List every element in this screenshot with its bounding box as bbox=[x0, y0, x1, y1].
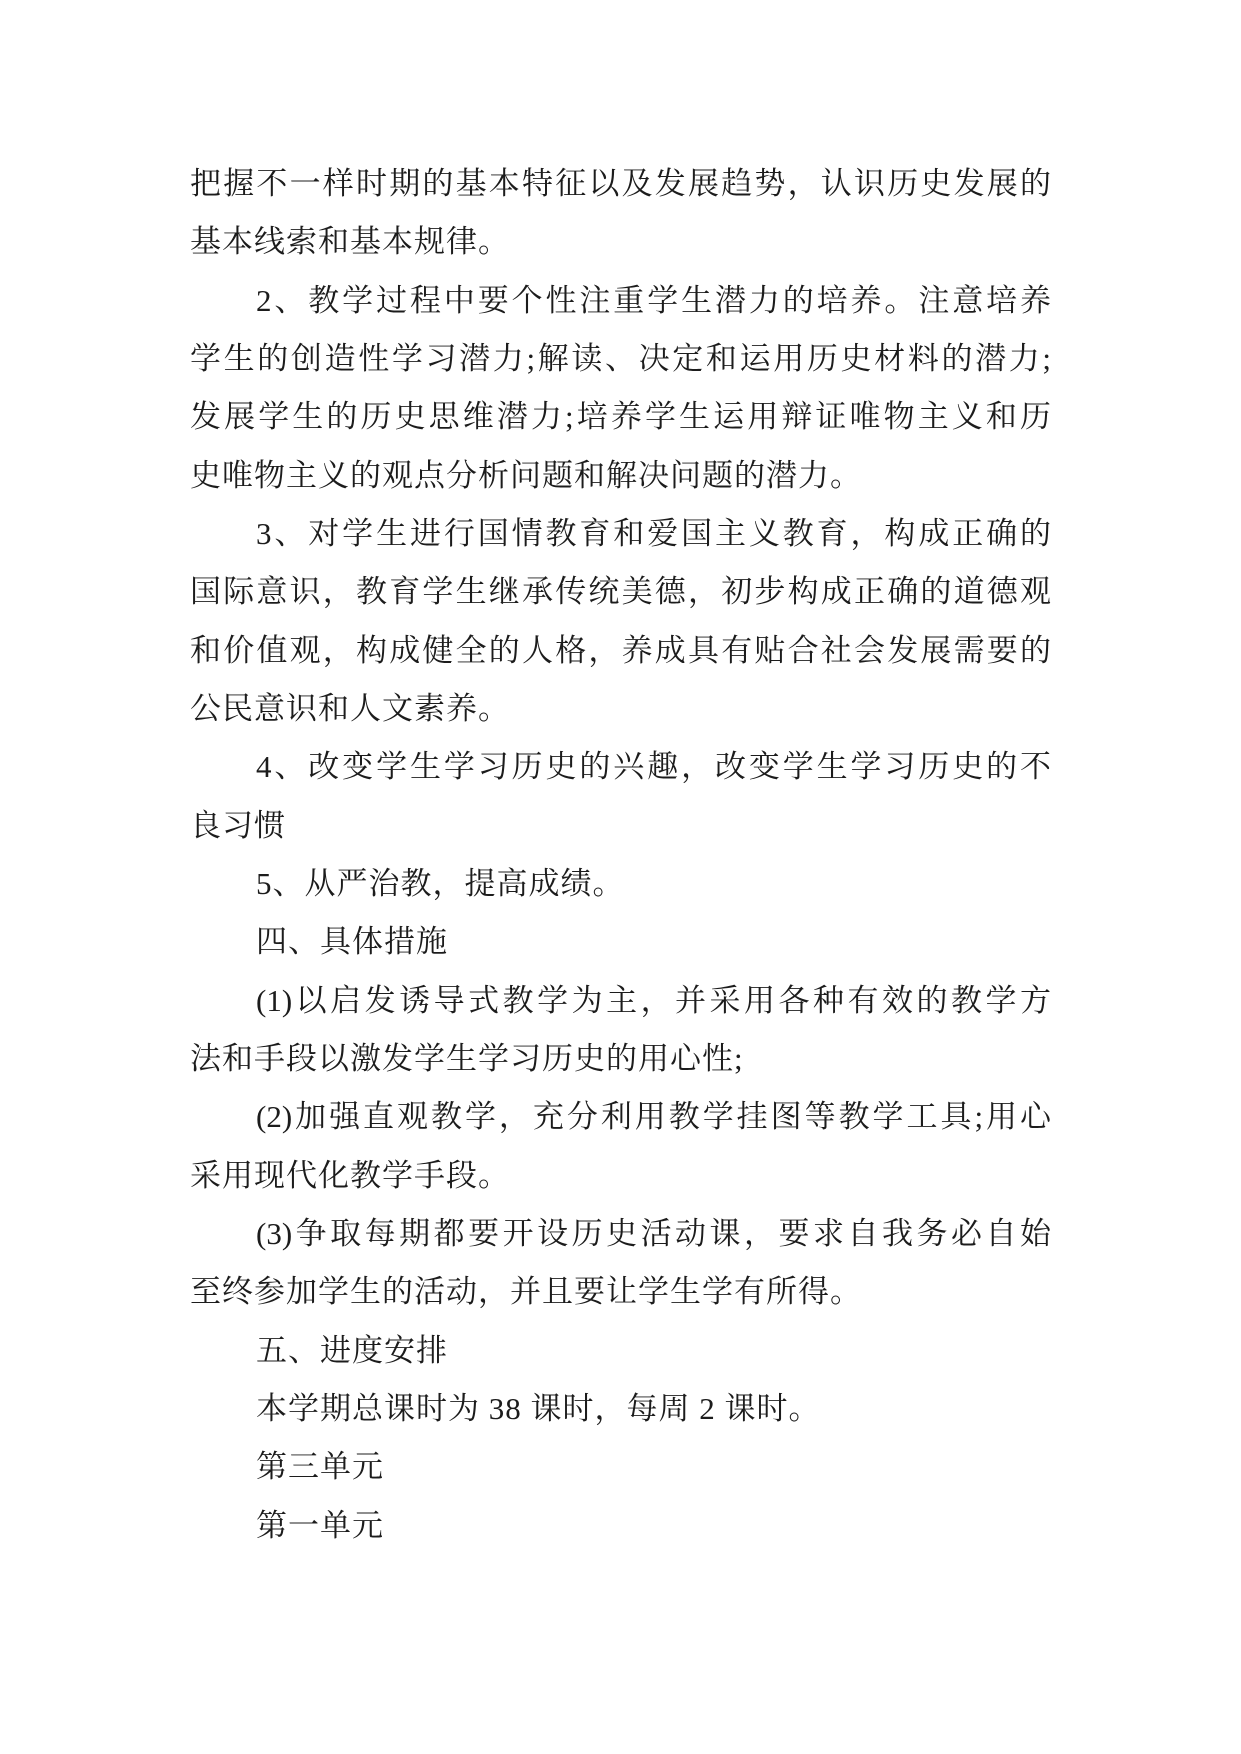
unit-label bbox=[190, 1497, 1051, 1555]
text-line: 采用现代化教学手段。 bbox=[190, 1157, 510, 1193]
document-body bbox=[190, 155, 1051, 1555]
text-line: 法和手段以激发学生学习历史的用心性; bbox=[190, 1040, 744, 1076]
text-line: 和价值观，构成健全的人格，养成具有贴合社会发展需要的 bbox=[190, 632, 1051, 668]
text-line: (3)争取每期都要开设历史活动课，要求自我务必自始 bbox=[256, 1215, 1051, 1251]
text-line: 基本线索和基本规律。 bbox=[190, 224, 510, 260]
paragraph bbox=[190, 272, 1051, 505]
paragraph bbox=[190, 1205, 1051, 1322]
text-line: 良习惯 bbox=[190, 807, 286, 843]
text-line: 公民意识和人文素养。 bbox=[190, 690, 510, 726]
text-line: 至终参加学生的活动，并且要让学生学有所得。 bbox=[190, 1274, 862, 1310]
paragraph bbox=[190, 1088, 1051, 1205]
paragraph bbox=[190, 1380, 1051, 1438]
section-heading-text: 四、具体措施 bbox=[256, 924, 448, 960]
text-line: 2、教学过程中要个性注重学生潜力的培养。注意培养 bbox=[256, 282, 1051, 318]
paragraph bbox=[190, 855, 1051, 913]
text-line: 把握不一样时期的基本特征以及发展趋势，认识历史发展的 bbox=[190, 166, 1051, 201]
text-line: 5、从严治教，提高成绩。 bbox=[256, 865, 625, 901]
section-heading bbox=[190, 1322, 1051, 1380]
text-line: 国际意识，教育学生继承传统美德，初步构成正确的道德观 bbox=[190, 574, 1051, 610]
paragraph bbox=[190, 972, 1051, 1089]
text-line: (2)加强直观教学，充分利用教学挂图等教学工具;用心 bbox=[256, 1099, 1051, 1135]
text-line: 学生的创造性学习潜力;解读、决定和运用历史材料的潜力; bbox=[190, 340, 1051, 376]
text-line: 本学期总课时为 38 课时，每周 2 课时。 bbox=[256, 1390, 821, 1426]
text-line: 史唯物主义的观点分析问题和解决问题的潜力。 bbox=[190, 457, 862, 493]
text-line: 第一单元 bbox=[256, 1507, 384, 1543]
section-heading-text: 五、进度安排 bbox=[256, 1332, 448, 1368]
text-line: (1)以启发诱导式教学为主，并采用各种有效的教学方 bbox=[256, 982, 1051, 1018]
text-line: 3、对学生进行国情教育和爱国主义教育，构成正确的 bbox=[256, 515, 1051, 551]
section-heading bbox=[190, 913, 1051, 971]
text-line: 4、改变学生学习历史的兴趣，改变学生学习历史的不 bbox=[256, 749, 1051, 785]
text-line: 第三单元 bbox=[256, 1449, 384, 1485]
paragraph bbox=[190, 738, 1051, 855]
unit-label bbox=[190, 1438, 1051, 1496]
text-line: 发展学生的历史思维潜力;培养学生运用辩证唯物主义和历 bbox=[190, 399, 1051, 435]
paragraph bbox=[190, 505, 1051, 738]
paragraph bbox=[190, 155, 1051, 272]
